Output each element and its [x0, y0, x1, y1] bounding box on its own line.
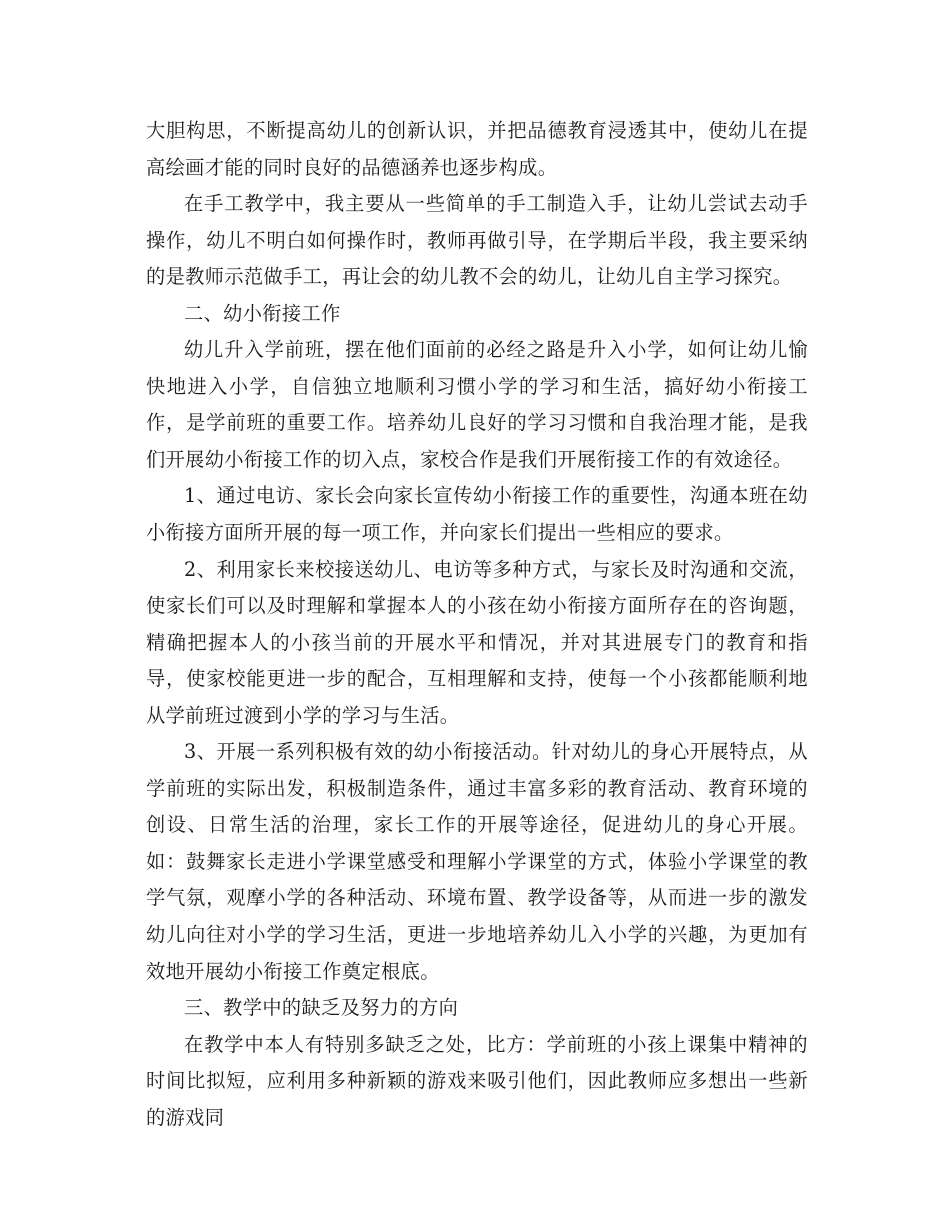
- document-body: [146, 113, 808, 1136]
- paragraph-4: 在教学中本人有特别多缺乏之处，比方：学前班的小孩上课集中精神的时间比拟短，应利用多种新颖的游戏来吸引他们，因此教师应多想出一些新的游戏同: [146, 1032, 808, 1129]
- list-item-1: 1、通过电访、家长会向家长宣传幼小衔接工作的重要性，沟通本班在幼小衔接方面所开展的每一项工作，并向家长们提出一些相应的要求。: [146, 484, 808, 545]
- section-heading-3: 三、教学中的缺乏及努力的方向: [184, 996, 459, 1020]
- paragraph-3: 幼儿升入学前班，摆在他们面前的必经之路是升入小学，如何让幼儿愉快地进入小学，自信独立地顺利习惯小学的学习和生活，搞好幼小衔接工作，是学前班的重要工作。培养幼儿良好的学习习惯和自我治理才能，是我们开展幼小衔接工作的切入点，家校合作是我们开展衔接工作的有效途径。: [146, 338, 808, 471]
- list-item-2: 2、利用家长来校接送幼儿、电访等多种方式，与家长及时沟通和交流，使家长们可以及时理解和掌握本人的小孩在幼小衔接方面所存在的咨询题，精确把握本人的小孩当前的开展水平和情况，并对其进展专门的教育和指导，使家校能更进一步的配合，互相理解和支持，使每一个小孩都能顺利地从学前班过渡到小学的学习与生活。: [146, 557, 808, 727]
- list-item-3: 3、开展一系列积极有效的幼小衔接活动。针对幼儿的身心开展特点，从学前班的实际出发，积极制造条件，通过丰富多彩的教育活动、教育环境的创设、日常生活的治理，家长工作的开展等途径，促进幼儿的身心开展。如：鼓舞家长走进小学课堂感受和理解小学课堂的方式，体验小学课堂的教学气氛，观摩小学的各种活动、环境布置、教学设备等，从而进一步的激发幼儿向往对小学的学习生活，更进一步地培养幼儿入小学的兴趣，为更加有效地开展幼小衔接工作奠定根底。: [146, 740, 808, 983]
- paragraph-1: 大胆构思，不断提高幼儿的创新认识，并把品德教育浸透其中，使幼儿在提高绘画才能的同时良好的品德涵养也逐步构成。: [146, 119, 808, 179]
- paragraph-2: 在手工教学中，我主要从一些简单的手工制造入手，让幼儿尝试去动手操作，幼儿不明白如何操作时，教师再做引导，在学期后半段，我主要采纳的是教师示范做手工，再让会的幼儿教不会的幼儿，让幼儿自主学习探究。: [146, 192, 808, 289]
- section-heading-2: 二、幼小衔接工作: [184, 301, 341, 325]
